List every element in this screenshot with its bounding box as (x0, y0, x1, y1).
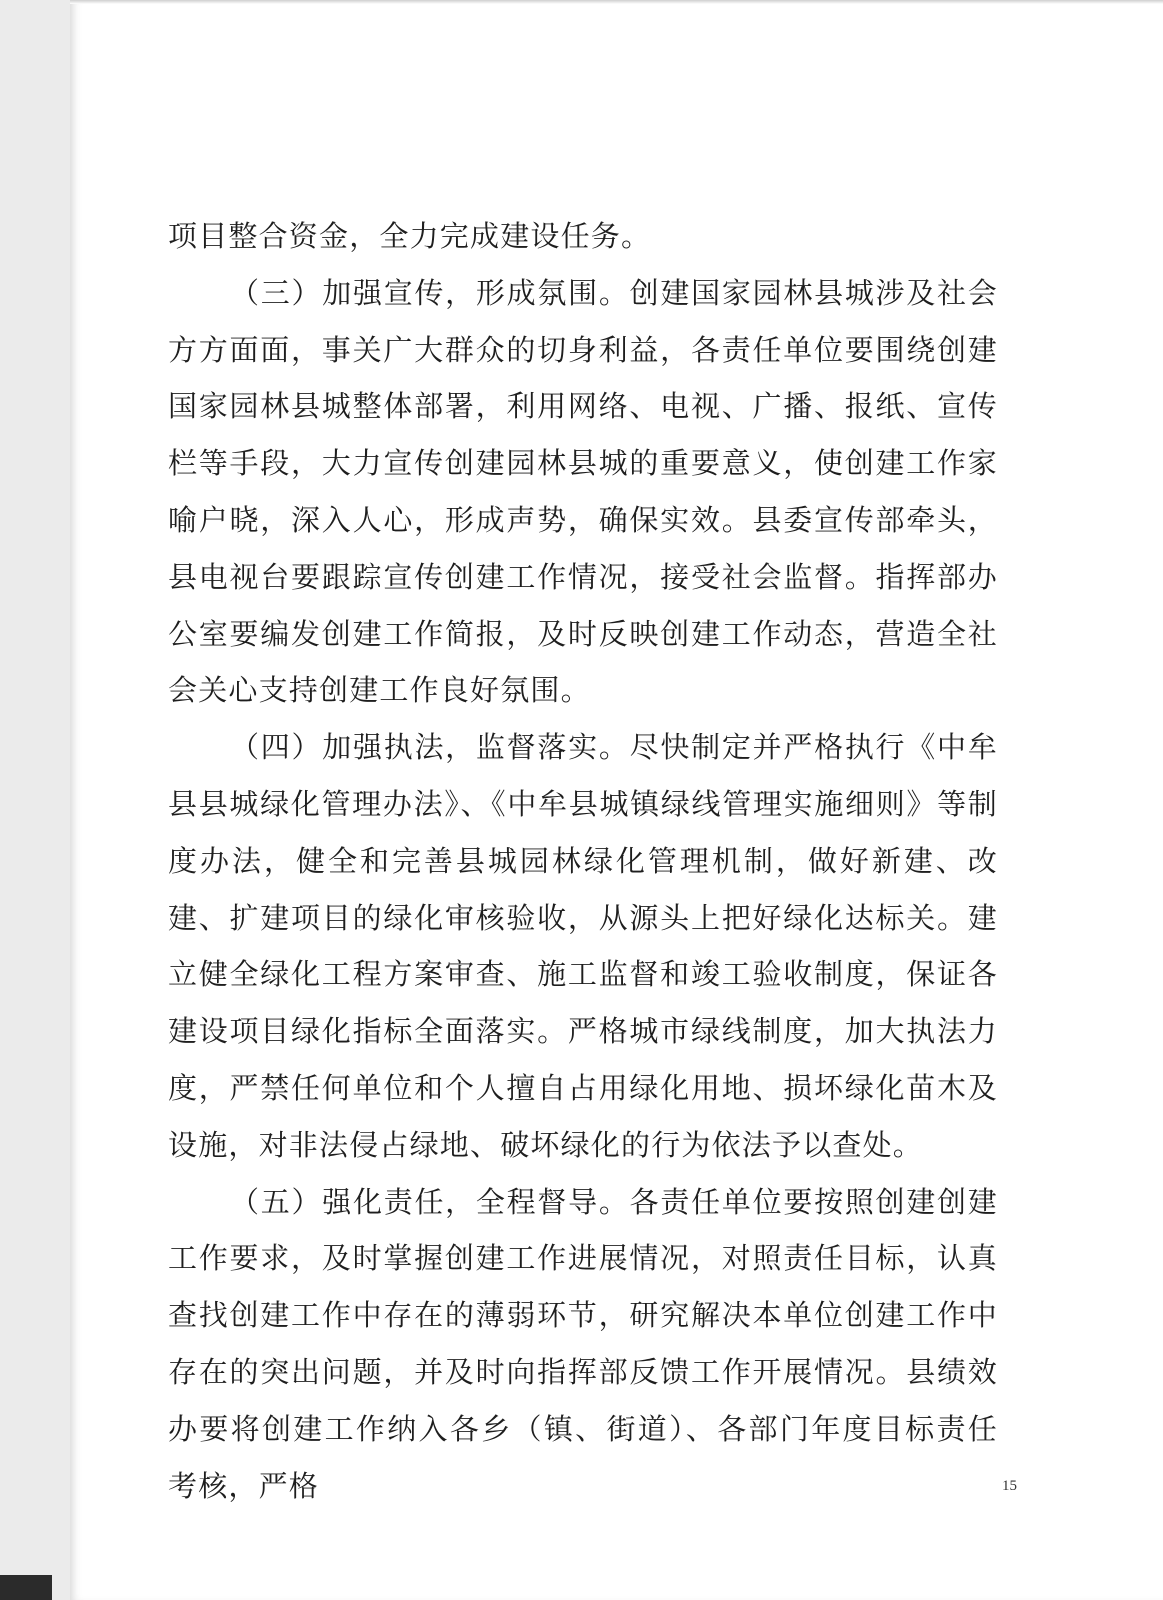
page-top-edge (70, 0, 1163, 4)
scan-edge-mark (0, 1575, 52, 1600)
paragraph-section-3-publicity: （三）加强宣传，形成氛围。创建国家园林县城涉及社会方方面面，事关广大群众的切身利益，各责任单位要围绕创建国家园林县城整体部署，利用网络、电视、广播、报纸、宣传栏等手段，大力宣传创建园林县城的重要意义，使创建工作家喻户晓，深入人心，形成声势，确保实效。县委宣传部牵头，县电视台要跟踪宣传创建工作情况，接受社会监督。指挥部办公室要编发创建工作简报，及时反映创建工作动态，营造全社会关心支持创建工作良好氛围。 (168, 275, 998, 708)
paragraph-section-4-enforcement: （四）加强执法，监督落实。尽快制定并严格执行《中牟县县城绿化管理办法》、《中牟县城镇绿线管理实施细则》等制度办法，健全和完善县城园林绿化管理机制，做好新建、改建、扩建项目的绿化审核验收，从源头上把好绿化达标关。建立健全绿化工程方案审查、施工监督和竣工验收制度，保证各建设项目绿化指标全面落实。严格城市绿线制度，加大执法力度，严禁任何单位和个人擅自占用绿化用地、损坏绿化苗木及设施，对非法侵占绿地、破坏绿化的行为依法予以查处。 (168, 730, 998, 1162)
paragraph-continuation: 项目整合资金，全力完成建设任务。 (168, 219, 652, 253)
paragraph-section-5-responsibility: （五）强化责任，全程督导。各责任单位要按照创建创建工作要求，及时掌握创建工作进展情况，对照责任目标，认真查找创建工作中存在的薄弱环节，研究解决本单位创建工作中存在的突出问题，并及时向指挥部反馈工作开展情况。县绩效办要将创建工作纳入各乡（镇、街道）、各部门年度目标责任考核，严格 (168, 1184, 998, 1503)
document-body (168, 208, 998, 1514)
page-number: 15 (1002, 1478, 1017, 1494)
